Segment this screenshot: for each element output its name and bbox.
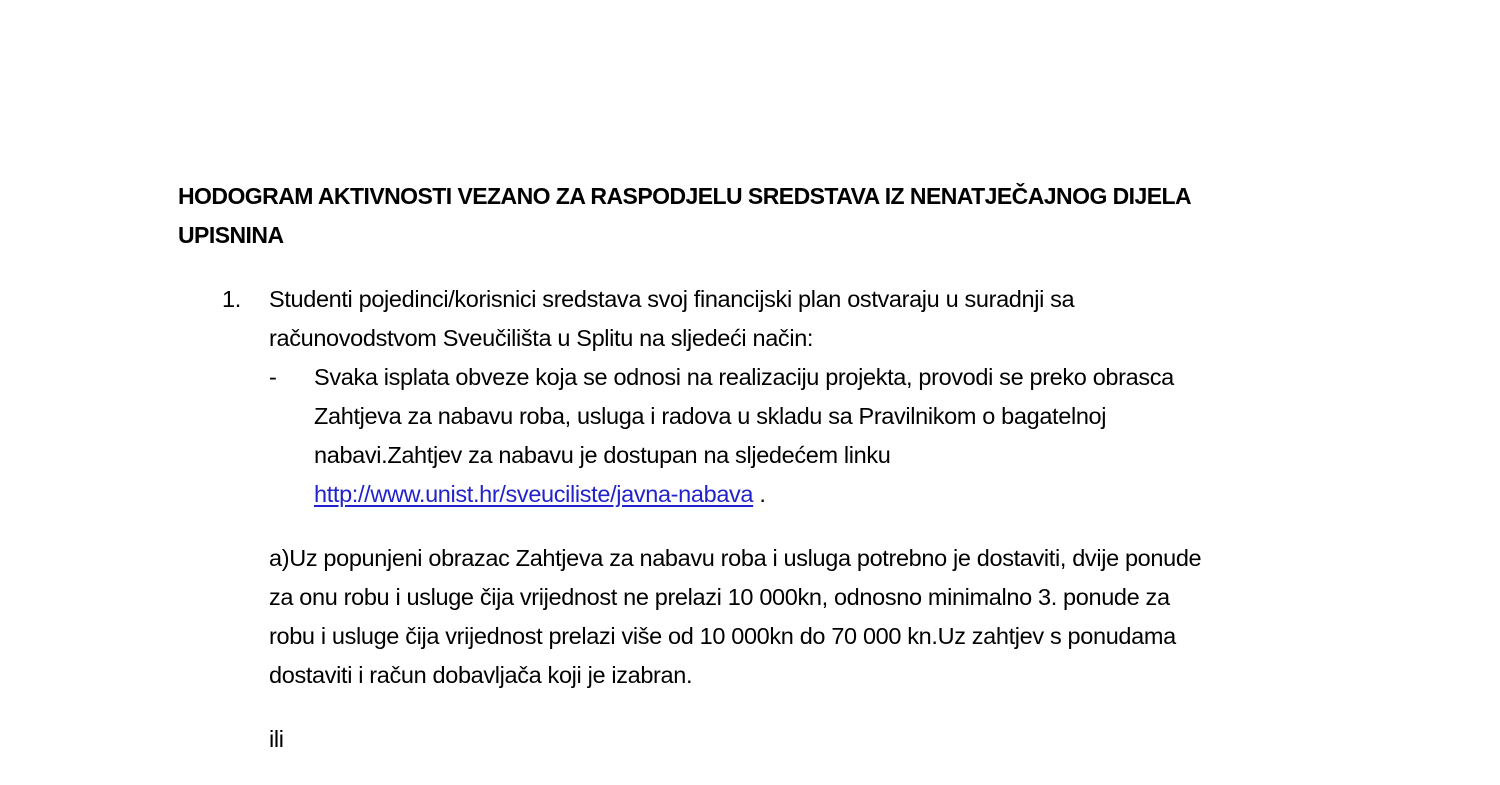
paragraph-a-line-2: za onu robu i usluge čija vrijednost ne prelazi 10 000kn, odnosno minimalno 3. ponude za bbox=[269, 584, 1170, 610]
paragraph-a-line-4: dostaviti i račun dobavljača koji je izabran. bbox=[269, 662, 693, 688]
link-suffix: . bbox=[753, 481, 766, 507]
bullet-dash: - bbox=[269, 364, 277, 390]
bullet-link-line bbox=[314, 479, 766, 509]
procurement-link[interactable]: http://www.unist.hr/sveuciliste/javna-nabava bbox=[314, 481, 754, 507]
bullet-line-1: Svaka isplata obveze koja se odnosi na realizaciju projekta, provodi se preko obrasca bbox=[314, 364, 1174, 390]
paragraph-a-line-1: a)Uz popunjeni obrazac Zahtjeva za nabavu roba i usluga potrebno je dostaviti, dvije ponude bbox=[269, 545, 1202, 571]
document-title-line-1: HODOGRAM AKTIVNOSTI VEZANO ZA RASPODJELU SREDSTAVA IZ NENATJEČAJNOG DIJELA bbox=[178, 183, 1192, 209]
or-text: ili bbox=[269, 726, 284, 752]
document-title-line-2: UPISNINA bbox=[178, 222, 284, 248]
item1-line-1: Studenti pojedinci/korisnici sredstava svoj financijski plan ostvaraju u suradnji sa bbox=[269, 286, 1075, 312]
bullet-line-3: nabavi.Zahtjev za nabavu je dostupan na sljedećem linku bbox=[314, 442, 891, 468]
list-number-1: 1. bbox=[222, 286, 241, 312]
paragraph-a-line-3: robu i usluge čija vrijednost prelazi više od 10 000kn do 70 000 kn.Uz zahtjev s ponudama bbox=[269, 623, 1176, 649]
bullet-line-2: Zahtjeva za nabavu roba, usluga i radova u skladu sa Pravilnikom o bagatelnoj bbox=[314, 403, 1107, 429]
item1-line-2: računovodstvom Sveučilišta u Splitu na sljedeći način: bbox=[269, 325, 814, 351]
